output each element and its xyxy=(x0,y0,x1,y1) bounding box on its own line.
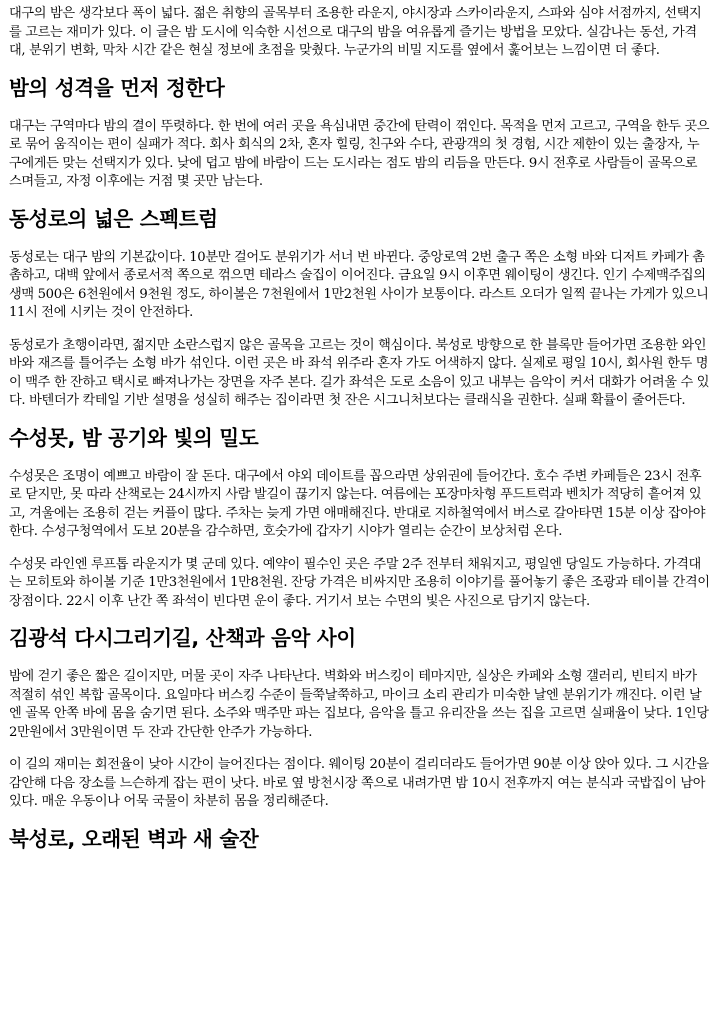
section-paragraph: 이 길의 재미는 회전율이 낮아 시간이 늘어진다는 점이다. 웨이팅 20분이 걸리더라도 들어가면 90분 이상 앉아 있다. 그 시간을 감안해 다음 장소를 느슨하게 잡는 편이 낫다. 바로 옆 방천시장 쪽으로 내려가면 밤 10시 전후까지 여는 분식과 국밥집이 남아 있다. 매운 우동이나 어묵 국물이 차분히 몸을 정리해준다. xyxy=(9,757,709,809)
section-paragraph: 동성로가 초행이라면, 젊지만 소란스럽지 않은 골목을 고르는 것이 핵심이다. 북성로 방향으로 한 블록만 들어가면 조용한 와인바와 재즈를 틀어주는 소형 바가 섞인다. 이런 곳은 바 좌석 위주라 혼자 가도 어색하지 않다. 실제로 평일 10시, 회사원 한두 명이 맥주 한 잔하고 택시로 빠져나가는 장면을 자주 본다. 길가 좌석은 도로 소음이 있고 내부는 음악이 커서 대화가 어려울 수 있다. 바텐더가 칵테일 기반 설명을 성실히 해주는 집이라면 첫 잔은 시그니처보다는 클래식을 권한다. 실패 확률이 줄어든다. xyxy=(9,337,710,408)
section-heading: 밤의 성격을 먼저 정한다 xyxy=(9,75,225,100)
section-heading: 김광석 다시그리기길, 산책과 음악 사이 xyxy=(9,626,356,650)
section-paragraph: 수성못 라인엔 루프톱 라운지가 몇 군데 있다. 예약이 필수인 곳은 주말 2주 전부터 채워지고, 평일엔 당일도 가능하다. 가격대는 모히토와 하이볼 기준 1만3천원에서 1만8천원. 잔당 가격은 비싸지만 조용히 이야기를 풀어놓기 좋은 조광과 테이블 간격이 장점이다. 22시 이후 난간 쪽 좌석이 빈다면 운이 좋다. 거기서 보는 수면의 빛은 사진으로 담기지 않는다. xyxy=(9,556,710,609)
section-paragraph: 동성로는 대구 밤의 기본값이다. 10분만 걸어도 분위기가 서너 번 바뀐다. 중앙로역 2번 출구 쪽은 소형 바와 디저트 카페가 촘촘하고, 대백 앞에서 종로서적 쪽으로 꺾으면 테라스 술집이 이어진다. 금요일 9시 이후면 웨이팅이 생긴다. 인기 수제맥주집의 생맥 500은 6천원에서 9천원 정도, 하이볼은 7천원에서 1만2천원 사이가 보통이다. 라스트 오더가 일찍 끝나는 가게가 있으니 11시 전에 시키는 것이 안전하다. xyxy=(9,249,709,320)
section-paragraph: 대구는 구역마다 밤의 결이 뚜렷하다. 한 번에 여러 곳을 욕심내면 중간에 탄력이 꺾인다. 목적을 먼저 고르고, 구역을 한두 곳으로 묶어 움직이는 편이 실패가 적다. 회사 회식의 2차, 혼자 힐링, 친구와 수다, 관광객의 첫 경험, 시간 제한이 있는 출장자, 누구에게든 맞는 선택지가 있다. 낮에 덥고 밤에 바람이 드는 도시라는 점도 밤의 리듬을 만든다. 9시 전후로 사람들이 골목으로 스며들고, 자정 이후에는 거점 몇 곳만 남는다. xyxy=(9,118,710,189)
section-paragraph: 수성못은 조명이 예쁘고 바람이 잘 돈다. 대구에서 야외 데이트를 꼽으라면 상위권에 들어간다. 호수 주변 카페들은 23시 전후로 닫지만, 못 따라 산책로는 24시까지 사람 발길이 끊기지 않는다. 여름에는 포장마차형 푸드트럭과 벤치가 적당히 흩어져 있고, 겨울에는 조용히 걷는 커플이 많다. 주차는 늦게 가면 애매해진다. 반대로 지하철역에서 버스로 갈아타면 15분 이상 잡아야 한다. 수성구청역에서 도보 20분을 감수하면, 호숫가에 갑자기 시야가 열리는 순간이 보상처럼 온다. xyxy=(9,468,706,539)
intro-paragraph: 대구의 밤은 생각보다 폭이 넓다. 젊은 취향의 골목부터 조용한 라운지, 야시장과 스카이라운지, 스파와 심야 서점까지, 선택지를 고르는 재미가 있다. 이 글은 밤 도시에 익숙한 시선으로 대구의 밤을 여유롭게 즐기는 방법을 모았다. 실감나는 동선, 가격대, 분위기 변화, 막차 시간 같은 현실 정보에 초점을 맞췄다. 누군가의 비밀 지도를 옆에서 훑어보는 느낌이면 더 좋다. xyxy=(9,6,702,58)
section-paragraph: 밤에 걷기 좋은 짧은 길이지만, 머물 곳이 자주 나타난다. 벽화와 버스킹이 테마지만, 실상은 카페와 소형 갤러리, 빈티지 바가 적절히 섞인 복합 골목이다. 요일마다 버스킹 수준이 들쭉날쭉하고, 마이크 소리 관리가 미숙한 날엔 분위기가 깨진다. 이런 날엔 골목 안쪽 바에 몸을 숨기면 된다. 소주와 맥주만 파는 집보다, 음악을 틀고 유리잔을 쓰는 집을 고르면 실패율이 낮다. 1인당 2만원에서 3만원이면 두 잔과 간단한 안주가 가능하다. xyxy=(9,669,709,740)
section-heading: 북성로, 오래된 벽과 새 술잔 xyxy=(9,826,259,851)
section-heading: 수성못, 밤 공기와 빛의 밀도 xyxy=(9,425,259,450)
section-heading: 동성로의 넓은 스펙트럼 xyxy=(9,206,218,231)
